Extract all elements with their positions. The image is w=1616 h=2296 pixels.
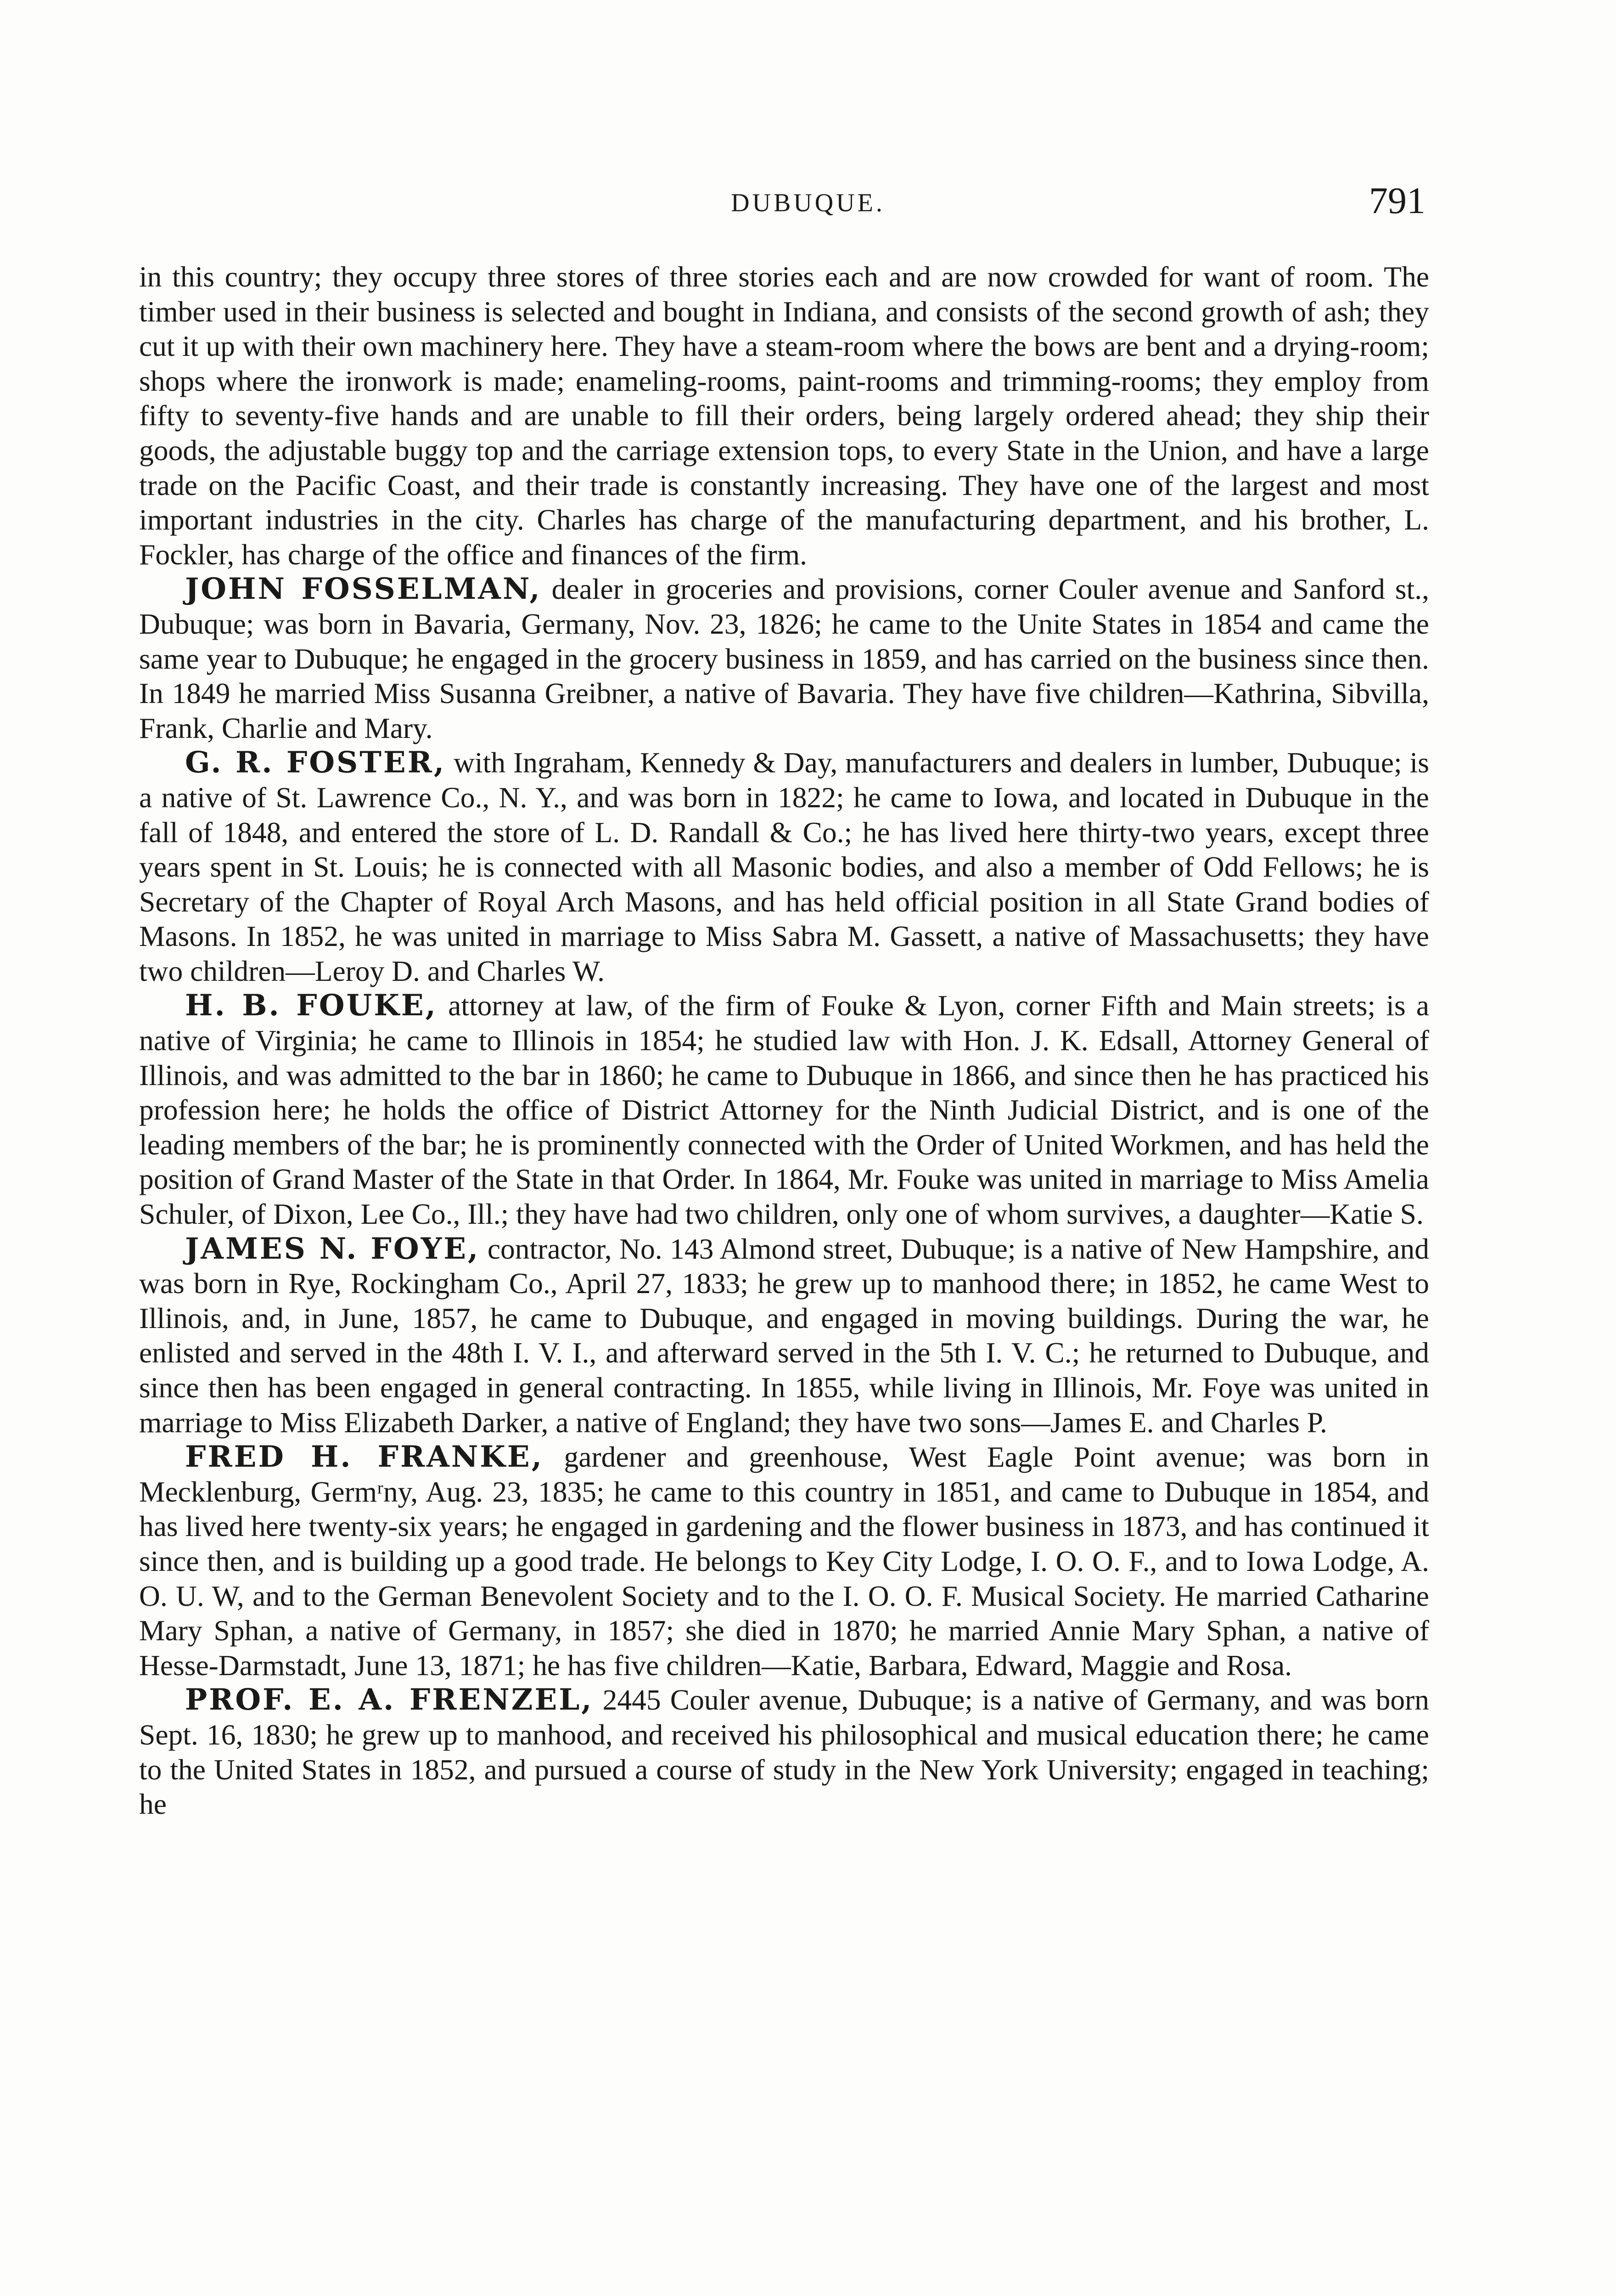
entry-name: PROF. E. A. FRENZEL, (185, 1683, 594, 1717)
entry-text: gardener and greenhouse, West Eagle Point avenue; was born in Mecklenburg, Germʳny, Aug. 23, 1835; he came to this country in 1851, and came to Dubuque in 1854, and has lived here twenty-six years; he engaged in gardening and the flower business in 1873, and has continued it since then, and is building up a good trade. He belongs to Key City Lodge, I. O. O. F., and to Iowa Lodge, A. O. U. W, and to the German Benevolent Society and to the I. O. O. F. Musical Society. He married Catharine Mary Sphan, a native of Germany, in 1857; she died in 1870; he married Annie Mary Sphan, a native of Hesse-Darmstadt, June 13, 1871; he has five children—Katie, Barbara, Edward, Maggie and Rosa. (139, 1441, 1429, 1682)
entry-name: H. B. FOUKE, (185, 988, 438, 1023)
entry-text: dealer in groceries and provisions, corner Couler avenue and Sanford st., Dubuque; was born in Bavaria, Germany, Nov. 23, 1826; he came to the Unite States in 1854 and came the same year to Dubuque; he engaged in the grocery business in 1859, and has carried on the business since then. In 1849 he married Miss Susanna Greibner, a native of Bavaria. They have five children—Kathrina, Sibvilla, Frank, Charlie and Mary. (139, 573, 1430, 744)
continued-paragraph: in this country; they occupy three stores of three stories each and are now crowded for want of room. The timber used in their business is selected and bought in Indiana, and consists of the second growth of ash; they cut it up with their own machinery here. They have a steam-room where the bows are bent and a drying-room; shops where the ironwork is made; enameling-rooms, paint-rooms and trimming-rooms; they employ from fifty to seventy-five hands and are unable to fill their orders, being largely ordered ahead; they ship their goods, the adjustable buggy top and the carriage extension tops, to every State in the Union, and have a large trade on the Pacific Coast, and their trade is constantly increasing. They have one of the largest and most important industries in the city. Charles has charge of the manufacturing department, and his brother, L. Fockler, has charge of the office and finances of the firm. (139, 260, 1429, 571)
entry-name: JAMES N. FOYE, (185, 1231, 480, 1266)
biography-entry-franke (139, 1440, 1429, 1683)
entry-text: 2445 Couler avenue, Dubuque; is a native of Germany, and was born Sept. 16, 1830; he grew up to manhood, and received his philosophical and musical education there; he came to the United States in 1852, and pursued a course of study in the New York University; engaged in teaching; he (139, 1683, 1429, 1821)
biography-entry-fosselman (139, 572, 1429, 745)
entry-name: JOHN FOSSELMAN, (185, 572, 542, 607)
biography-entry-foster (139, 745, 1429, 988)
biography-entry-foye (139, 1232, 1429, 1440)
running-head (0, 179, 1616, 230)
entry-name: G. R. FOSTER, (185, 745, 446, 780)
running-title: DUBUQUE. (731, 189, 885, 217)
body-text (139, 259, 1429, 1822)
entry-text: contractor, No. 143 Almond street, Dubuque; is a native of New Hampshire, and was born in Rye, Rockingham Co., April 27, 1833; he grew up to manhood there; in 1852, he came West to Illinois, and, in June, 1857, he came to Dubuque, and engaged in moving buildings. During the war, he enlisted and served in the 48th I. V. I., and afterward served in the 5th I. V. C.; he returned to Dubuque, and since then has been engaged in general contracting. In 1855, while living in Illinois, Mr. Foye was united in marriage to Miss Elizabeth Darker, a native of England; they have two sons—James E. and Charles P. (139, 1232, 1429, 1439)
biography-entry-frenzel (139, 1683, 1429, 1821)
page-number: 791 (1369, 180, 1425, 221)
entry-text: with Ingraham, Kennedy & Day, manufacturers and dealers in lumber, Dubuque; is a native of St. Lawrence Co., N. Y., and was born in 1822; he came to Iowa, and located in Dubuque in the fall of 1848, and entered the store of L. D. Randall & Co.; he has lived here thirty-two years, except three years spent in St. Louis; he is connected with all Masonic bodies, and also a member of Odd Fellows; he is Secretary of the Chapter of Royal Arch Masons, and has held official position in all State Grand bodies of Masons. In 1852, he was united in marriage to Miss Sabra M. Gassett, a native of Massachusetts; they have two children—Leroy D. and Charles W. (139, 746, 1429, 987)
biography-entry-fouke (139, 988, 1429, 1231)
entry-text: attorney at law, of the firm of Fouke & Lyon, corner Fifth and Main streets; is a native of Virginia; he came to Illinois in 1854; he studied law with Hon. J. K. Edsall, Attorney General of Illinois, and was admitted to the bar in 1860; he came to Dubuque in 1866, and since then he has practiced his profession here; he holds the office of District Attorney for the Ninth Judicial District, and is one of the leading members of the bar; he is prominently connected with the Order of United Workmen, and has held the position of Grand Master of the State in that Order. In 1864, Mr. Fouke was united in marriage to Miss Amelia Schuler, of Dixon, Lee Co., Ill.; they have had two children, only one of whom survives, a daughter—Katie S. (139, 989, 1430, 1231)
entry-name: FRED H. FRANKE, (185, 1440, 544, 1474)
